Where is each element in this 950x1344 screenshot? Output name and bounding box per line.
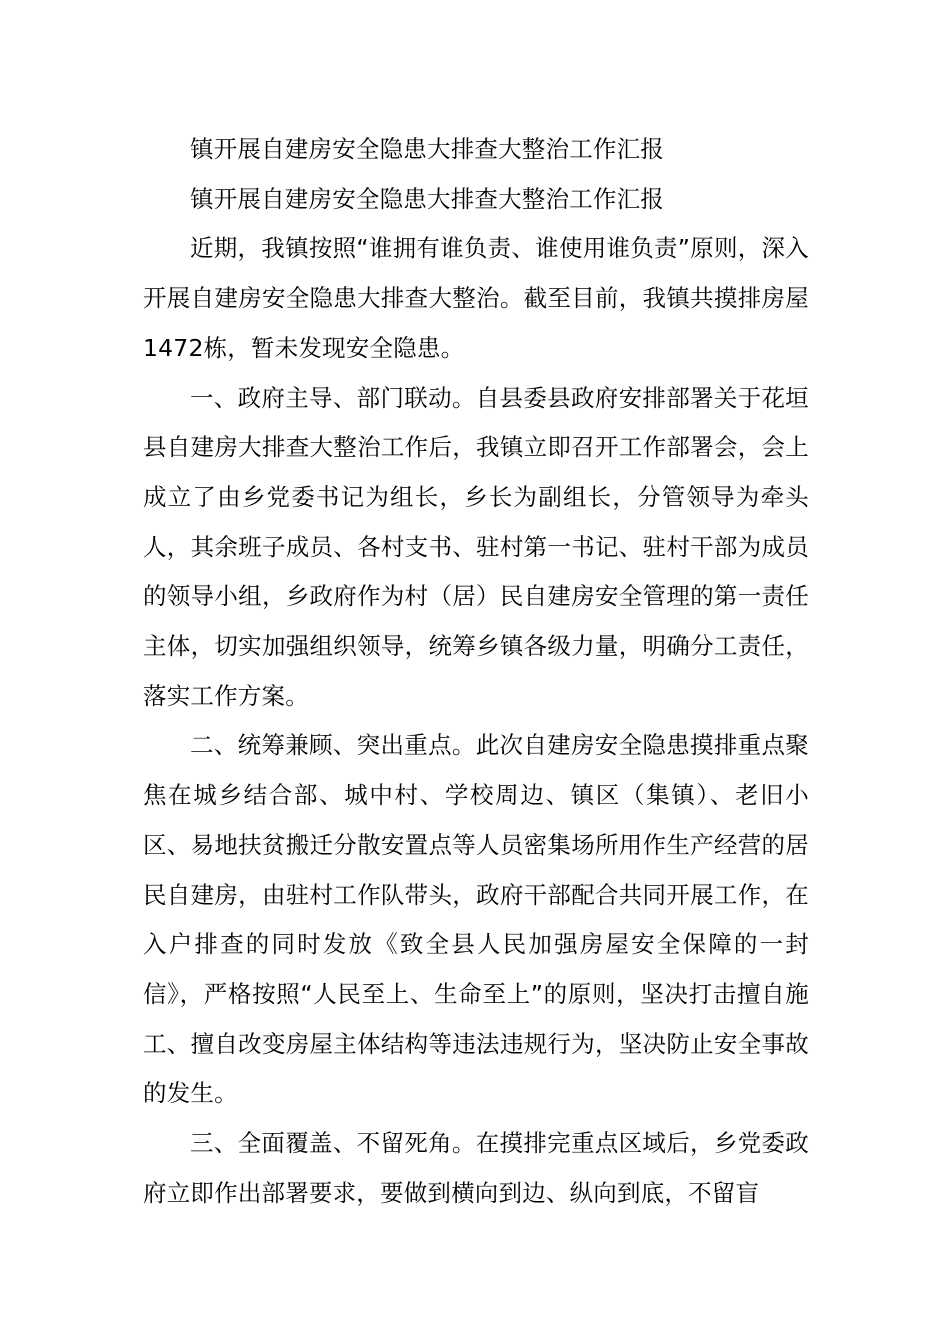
paragraph-section-2: 二、统筹兼顾、突出重点。此次自建房安全隐患摸排重点聚焦在城乡结合部、城中村、学校周边、镇区（集镇）、老旧小区、易地扶贫搬迁分散安置点等人员密集场所用作生产经营的居民自建房，由驻村工作队带头，政府干部配合共同开展工作，在入户排查的同时发放《致全县人民加强房屋安全保障的一封信》，严格按照“人民至上、生命至上”的原则，坚决打击擅自施工、擅自改变房屋主体结构等违法违规行为，坚决防止安全事故的发生。 (143, 731, 809, 1108)
document-body (143, 125, 809, 1218)
document-subtitle: 镇开展自建房安全隐患大排查大整治工作汇报 (190, 184, 664, 213)
document-title: 镇开展自建房安全隐患大排查大整治工作汇报 (190, 135, 664, 163)
paragraph-section-1: 一、政府主导、部门联动。自县委县政府安排部署关于花垣县自建房大排查大整治工作后，我镇立即召开工作部署会，会上成立了由乡党委书记为组长，乡长为副组长，分管领导为牵头人，其余班子成员、各村支书、驻村第一书记、驻村干部为成员的领导小组，乡政府作为村（居）民自建房安全管理的第一责任主体，切实加强组织领导，统筹乡镇各级力量，明确分工责任，落实工作方案。 (143, 383, 809, 710)
paragraph-section-3: 三、全面覆盖、不留死角。在摸排完重点区域后，乡党委政府立即作出部署要求，要做到横向到边、纵向到底，不留盲 (143, 1129, 809, 1207)
paragraph-intro: 近期，我镇按照“谁拥有谁负责、谁使用谁负责”原则，深入开展自建房安全隐患大排查大整治。截至目前，我镇共摸排房屋1472栋，暂未发现安全隐患。 (143, 234, 809, 362)
